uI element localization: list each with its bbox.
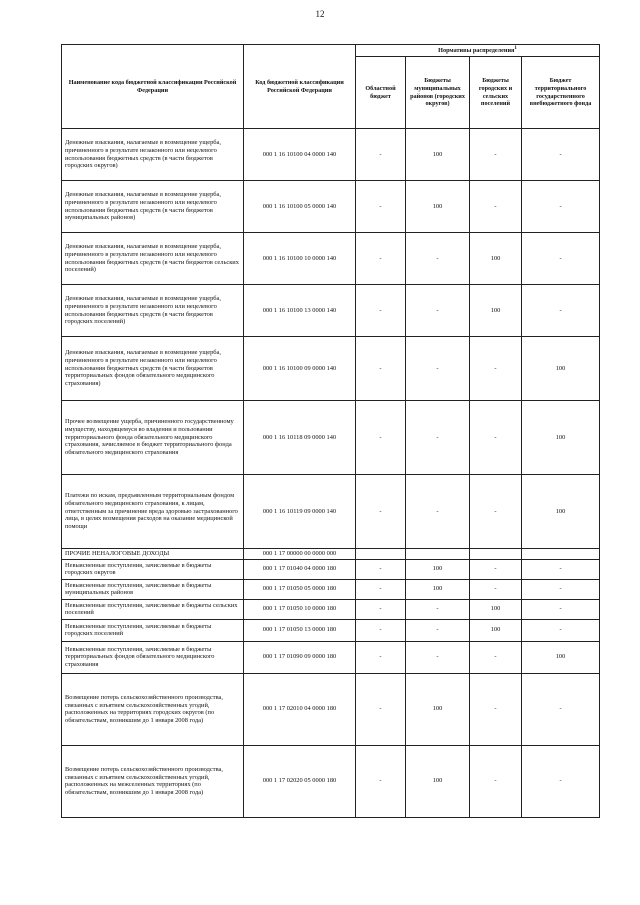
table-row [62, 559, 600, 579]
row-name: Денежные взыскания, налагаемые в возмещение ущерба, причиненного в результате незаконного или нецелевого использования бюджетных средств (в части бюджетов муниципальных районов) [62, 181, 244, 233]
fund-value: 100 [522, 641, 600, 673]
town-rural-value: - [470, 641, 522, 673]
row-code: 000 1 16 10100 05 0000 140 [244, 181, 356, 233]
regional-value: - [356, 475, 406, 549]
municipal-value: 100 [406, 559, 470, 579]
regional-value: - [356, 745, 406, 817]
table-header [62, 45, 600, 129]
footnote-marker: 1 [514, 46, 517, 52]
fund-value: - [522, 745, 600, 817]
row-name: Платежи по искам, предъявленным территориальным фондом обязательного медицинского страхования, к лицам, ответственным за причинение вреда здоровью застрахованного лица, в целях возмещения расходов на оказание медицинской помощи [62, 475, 244, 549]
budget-classification-table [61, 44, 600, 818]
fund-value: - [522, 559, 600, 579]
table-row [62, 285, 600, 337]
town-rural-value: - [470, 745, 522, 817]
row-code: 000 1 16 10100 10 0000 140 [244, 233, 356, 285]
table-row [62, 233, 600, 285]
regional-value: - [356, 285, 406, 337]
row-name: Возмещение потерь сельскохозяйственного производства, связанных с изъятием сельскохозяйственных угодий, расположенных на межселенных территориях (по обязательствам, возникшим до 1 января 2008 года) [62, 745, 244, 817]
town-rural-value: - [470, 337, 522, 401]
fund-value: 100 [522, 337, 600, 401]
regional-value: - [356, 641, 406, 673]
row-name: Денежные взыскания, налагаемые в возмещение ущерба, причиненного в результате незаконного или нецелевого использования бюджетных средств (в части бюджетов городских округов) [62, 129, 244, 181]
town-rural-value: 100 [470, 285, 522, 337]
regional-value: - [356, 401, 406, 475]
row-name: Денежные взыскания, налагаемые в возмещение ущерба, причиненного в результате незаконного или нецелевого использования бюджетных средств (в части бюджетов сельских поселений) [62, 233, 244, 285]
table-row [62, 129, 600, 181]
row-name: Прочее возмещение ущерба, причиненного государственному имуществу, находящемуся во владении и пользовании территориального фонда обязательного медицинского страхования, зачисляемое в бюджет территориального фонда обязательного медицинского страхования [62, 401, 244, 475]
fund-value: - [522, 129, 600, 181]
table-row [62, 599, 600, 619]
row-name: Денежные взыскания, налагаемые в возмещение ущерба, причиненного в результате незаконного или нецелевого использования бюджетных средств (в части бюджетов городских поселений) [62, 285, 244, 337]
row-code: 000 1 17 01040 04 0000 180 [244, 559, 356, 579]
header-fund: Бюджет территориального государственного внебюджетного фонда [522, 57, 600, 129]
municipal-value: - [406, 475, 470, 549]
row-name: Невыясненные поступления, зачисляемые в бюджеты территориальных фондов обязательного медицинского страхования [62, 641, 244, 673]
town-rural-value: - [470, 579, 522, 599]
regional-value: - [356, 673, 406, 745]
regional-value: - [356, 579, 406, 599]
regional-value: - [356, 233, 406, 285]
header-name: Наименование кода бюджетной классификации Российской Федерации [62, 45, 244, 129]
town-rural-value: - [470, 181, 522, 233]
table-body [62, 129, 600, 818]
table-row [62, 745, 600, 817]
municipal-value: - [406, 285, 470, 337]
row-name: Невыясненные поступления, зачисляемые в бюджеты городских поселений [62, 619, 244, 641]
regional-value: - [356, 619, 406, 641]
fund-value: - [522, 285, 600, 337]
section-name: ПРОЧИЕ НЕНАЛОГОВЫЕ ДОХОДЫ [62, 549, 244, 560]
table-row [62, 181, 600, 233]
fund-value: - [522, 181, 600, 233]
table-row [62, 673, 600, 745]
municipal-value: - [406, 233, 470, 285]
fund-value [522, 549, 600, 560]
municipal-value: 100 [406, 129, 470, 181]
table-row [62, 475, 600, 549]
row-code: 000 1 16 10118 09 0000 140 [244, 401, 356, 475]
header-regional: Областной бюджет [356, 57, 406, 129]
row-name: Невыясненные поступления, зачисляемые в бюджеты сельских поселений [62, 599, 244, 619]
town-rural-value [470, 549, 522, 560]
header-code: Код бюджетной классификации Российской Федерации [244, 45, 356, 129]
municipal-value: - [406, 599, 470, 619]
town-rural-value: - [470, 401, 522, 475]
town-rural-value: 100 [470, 233, 522, 285]
section-code: 000 1 17 00000 00 0000 000 [244, 549, 356, 560]
fund-value: - [522, 233, 600, 285]
fund-value: - [522, 599, 600, 619]
municipal-value: 100 [406, 673, 470, 745]
row-code: 000 1 17 01050 13 0000 180 [244, 619, 356, 641]
table-row [62, 401, 600, 475]
fund-value: - [522, 619, 600, 641]
table-row [62, 337, 600, 401]
table-row [62, 641, 600, 673]
row-code: 000 1 16 10100 09 0000 140 [244, 337, 356, 401]
town-rural-value: - [470, 129, 522, 181]
table-row [62, 619, 600, 641]
row-name: Возмещение потерь сельскохозяйственного производства, связанных с изъятием сельскохозяйственных угодий, расположенных на территориях городских округов (по обязательствам, возникшим до 1 января 2008 года) [62, 673, 244, 745]
row-code: 000 1 17 01050 05 0000 180 [244, 579, 356, 599]
municipal-value: - [406, 641, 470, 673]
row-code: 000 1 17 02020 05 0000 180 [244, 745, 356, 817]
row-code: 000 1 16 10100 04 0000 140 [244, 129, 356, 181]
row-code: 000 1 17 02010 04 0000 180 [244, 673, 356, 745]
table-row-section [62, 549, 600, 560]
row-name: Денежные взыскания, налагаемые в возмещение ущерба, причиненного в результате незаконного или нецелевого использования бюджетных средств (в части бюджетов территориальных фондов обязательного медицинского страхования) [62, 337, 244, 401]
header-normatives: Нормативы распределения$^1$ [356, 45, 600, 57]
fund-value: - [522, 579, 600, 599]
regional-value: - [356, 599, 406, 619]
municipal-value: - [406, 337, 470, 401]
municipal-value [406, 549, 470, 560]
row-code: 000 1 16 10100 13 0000 140 [244, 285, 356, 337]
fund-value: 100 [522, 401, 600, 475]
header-town-rural: Бюджеты городских и сельских поселений [470, 57, 522, 129]
page-number: 12 [315, 9, 325, 19]
row-name: Невыясненные поступления, зачисляемые в бюджеты городских округов [62, 559, 244, 579]
regional-value: - [356, 337, 406, 401]
table-row [62, 579, 600, 599]
header-municipal: Бюджеты муниципальных районов (городских округов) [406, 57, 470, 129]
municipal-value: - [406, 619, 470, 641]
municipal-value: 100 [406, 579, 470, 599]
row-code: 000 1 17 01050 10 0000 180 [244, 599, 356, 619]
municipal-value: - [406, 401, 470, 475]
row-code: 000 1 16 10119 09 0000 140 [244, 475, 356, 549]
regional-value [356, 549, 406, 560]
town-rural-value: 100 [470, 619, 522, 641]
row-code: 000 1 17 01090 09 0000 180 [244, 641, 356, 673]
regional-value: - [356, 559, 406, 579]
row-name: Невыясненные поступления, зачисляемые в бюджеты муниципальных районов [62, 579, 244, 599]
town-rural-value: - [470, 673, 522, 745]
regional-value: - [356, 129, 406, 181]
fund-value: - [522, 673, 600, 745]
regional-value: - [356, 181, 406, 233]
town-rural-value: - [470, 475, 522, 549]
municipal-value: 100 [406, 745, 470, 817]
fund-value: 100 [522, 475, 600, 549]
town-rural-value: - [470, 559, 522, 579]
town-rural-value: 100 [470, 599, 522, 619]
municipal-value: 100 [406, 181, 470, 233]
